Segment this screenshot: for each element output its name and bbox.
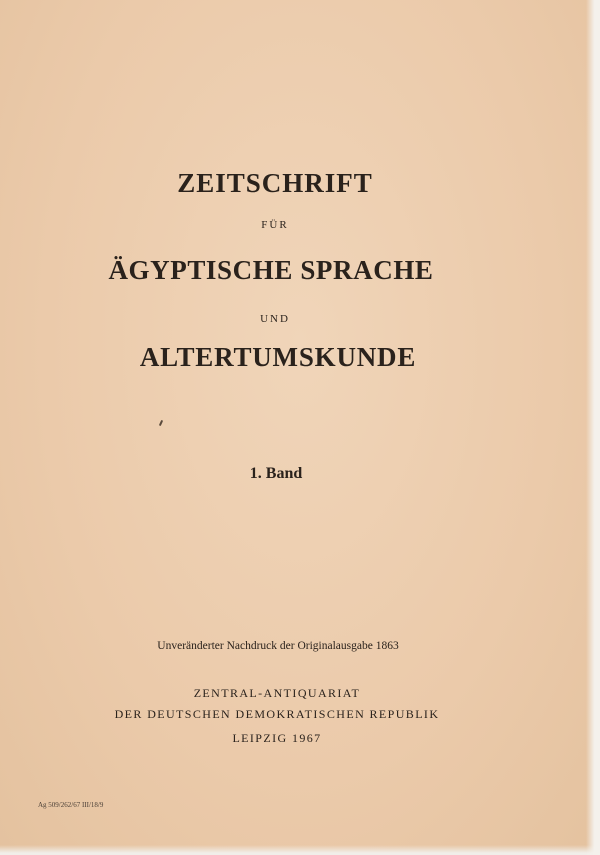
publisher-line-2: DER DEUTSCHEN DEMOKRATISCHEN REPUBLIK	[114, 707, 440, 721]
volume-label: 1. Band	[249, 465, 303, 482]
license-number: Ag 509/262/67 III/18/9	[38, 801, 104, 809]
journal-title-line-2: ÄGYPTISCHE SPRACHE	[108, 255, 434, 285]
journal-title-line-3: ALTERTUMSKUNDE	[139, 342, 417, 372]
paper-speck	[159, 420, 163, 426]
journal-title-line-1: ZEITSCHRIFT	[177, 168, 373, 198]
reprint-note: Unveränderter Nachdruck der Originalausgabe 1863	[157, 640, 399, 652]
publisher-line-3: LEIPZIG 1967	[232, 731, 322, 745]
journal-connector-und: UND	[260, 313, 290, 325]
publisher-line-1: ZENTRAL-ANTIQUARIAT	[193, 686, 361, 700]
journal-connector-fur: FÜR	[261, 219, 289, 231]
